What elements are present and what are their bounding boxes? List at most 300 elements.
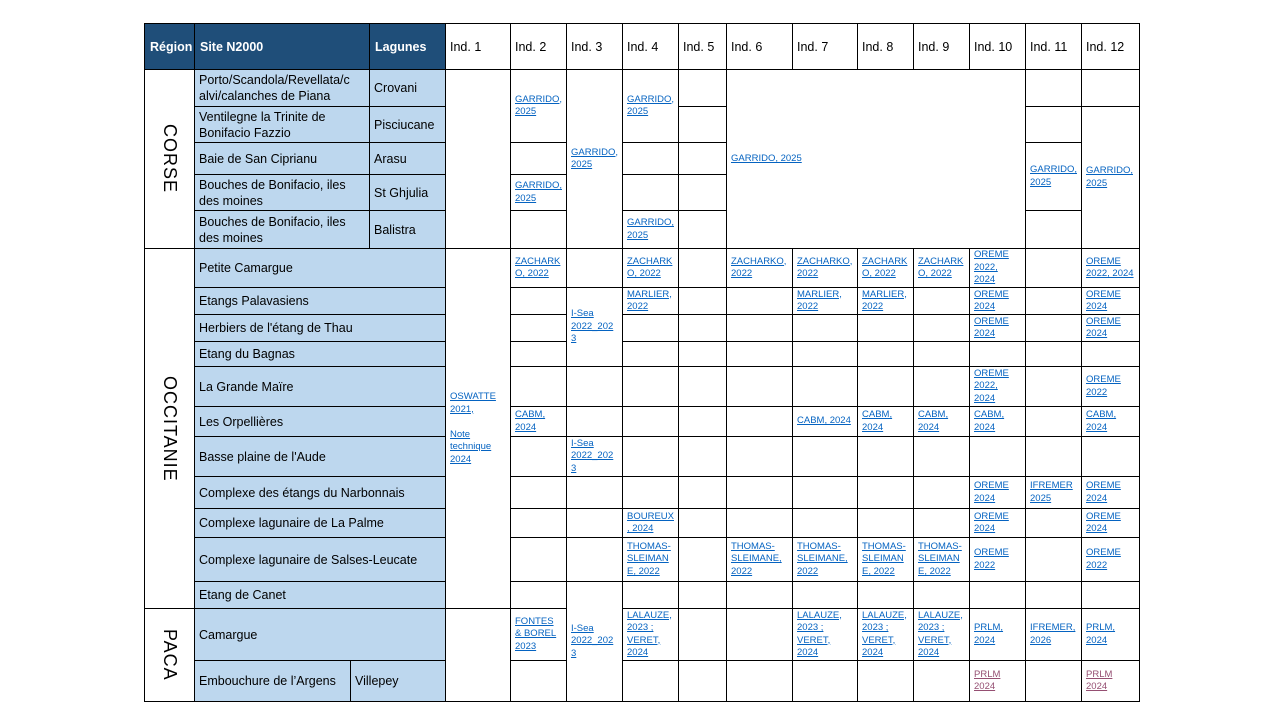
ref-marlier-ind8[interactable] [857,287,914,315]
empty-cell [857,508,914,538]
ref-oreme-ind10-f[interactable] [969,508,1026,538]
region-corse [144,69,195,249]
lagune-pisciucane-text: Pisciucane [374,117,435,132]
empty-cell [1025,537,1082,582]
empty-cell [678,406,727,437]
header-ind-2-text: Ind. 2 [515,39,547,54]
ref-oreme-ind12-g-text[interactable]: OREME 2022 [1086,547,1121,571]
header-ind-10 [969,23,1026,70]
ref-prlm-ind10-b-text[interactable]: PRLM 2024 [974,668,1001,692]
site-aude [194,436,446,477]
site-grande_maire [194,366,446,407]
empty-cell [1025,436,1082,477]
ref-marlier-ind4-text[interactable]: MARLIER, 2022 [627,288,672,312]
lagune-balistra-text: Balistra [374,222,416,237]
ref-oreme-ind12-e-text[interactable]: OREME 2024 [1086,480,1121,504]
empty-cell [510,436,567,477]
ref-zacharko-ind8[interactable] [857,248,914,288]
ref-lalauze-ind7-text[interactable]: LALAUZE, 2023 ; VERET, 2024 [797,609,842,658]
empty-cell [622,406,679,437]
empty-cell [969,581,1026,609]
ref-oreme-ind12-c-text[interactable]: OREME 2024 [1086,315,1121,339]
empty-cell [857,341,914,367]
header-ind-11-text: Ind. 11 [1030,39,1068,54]
ref-garrido-ind2-a-text[interactable]: GARRIDO, 2025 [515,93,562,117]
empty-cell [510,581,567,609]
ref-lalauze-ind9[interactable] [913,608,970,661]
empty-cell [792,508,858,538]
empty-cell [622,366,679,407]
site-salses-text: Complexe lagunaire de Salses-Leucate [199,552,418,567]
ref-cabm-ind7[interactable] [792,406,858,437]
header-ind-7 [792,23,858,70]
header-ind-3-text: Ind. 3 [571,39,603,54]
ref-oreme-ind12-e[interactable] [1081,476,1140,509]
site-palme-text: Complexe lagunaire de La Palme [199,516,384,530]
site-bonifacio1 [194,174,370,211]
empty-cell [1081,436,1140,477]
empty-cell [913,508,970,538]
empty-cell [622,476,679,509]
site-ciprianu [194,142,370,175]
empty-cell [913,341,970,367]
ref-garrido-ind2-b[interactable] [510,174,567,211]
site-canet [194,581,446,609]
empty-cell [678,608,727,661]
ref-garrido-ind4-b[interactable] [622,210,679,249]
ref-oreme-ind12-b[interactable] [1081,287,1140,315]
empty-cell [792,436,858,477]
empty-cell [726,314,793,342]
ref-lalauze-ind4-text[interactable]: LALAUZE, 2023 ; VERET, 2024 [627,609,672,658]
ref-ifremer-ind11-a-text[interactable]: IFREMER 2025 [1030,480,1073,504]
ref-garrido-ind3[interactable] [566,69,623,249]
ref-isea-ind3-b-text[interactable]: I-Sea 2022_2023 [571,437,614,474]
region-label: CORSE [160,124,180,194]
ref-zacharko-ind4[interactable] [622,248,679,288]
ref-oswatte-text[interactable]: OSWATTE 2021, Note technique 2024 [450,391,496,465]
header-ind-5-text: Ind. 5 [683,39,715,54]
ref-garrido-ind12[interactable] [1081,106,1140,249]
empty-cell [622,314,679,342]
lagune-arasu [369,142,446,175]
ref-fontes-ind2[interactable] [510,608,567,661]
empty-cell [1025,341,1082,367]
empty-cell [726,608,793,661]
ref-oreme-ind10-c[interactable] [969,314,1026,342]
ref-zacharko-ind2-text[interactable]: ZACHARKO, 2022 [515,255,561,279]
ref-cabm-ind2-text[interactable]: CABM, 2024 [515,409,546,433]
empty-cell [792,341,858,367]
ref-garrido-ind12-text[interactable]: GARRIDO, 2025 [1086,165,1133,189]
empty-cell [678,366,727,407]
ref-isea-ind3-a[interactable] [566,287,623,367]
site-orpellieres [194,406,446,437]
empty-cell [566,476,623,509]
region-paca [144,608,195,702]
empty-cell [726,660,793,702]
ref-fontes-ind2-text[interactable]: FONTES & BOREL 2023 [515,615,557,652]
empty-cell [678,476,727,509]
ref-oreme-ind10-e[interactable] [969,476,1026,509]
ref-oreme-ind10-a-text[interactable]: OREME 2022, 2024 [974,249,1009,286]
empty-cell [726,436,793,477]
empty-cell [913,581,970,609]
site-palme [194,508,446,538]
ref-cabm-ind8[interactable] [857,406,914,437]
empty-cell [1025,314,1082,342]
empty-cell [1025,660,1082,702]
header-ind-8-text: Ind. 8 [862,39,894,54]
empty-cell [913,436,970,477]
empty-cell [857,476,914,509]
header-ind-8 [857,23,914,70]
header-ind-1 [445,23,511,70]
lagune-villepey [350,660,446,702]
empty-cell [1025,248,1082,288]
ref-thomas-ind6[interactable] [726,537,793,582]
site-camargue [194,608,446,661]
ref-thomas-ind9-text[interactable]: THOMAS-SLEIMANE, 2022 [918,540,962,577]
empty-cell [913,660,970,702]
ref-prlm-ind10-b[interactable] [969,660,1026,702]
empty-cell [1025,287,1082,315]
header-ind-12 [1081,23,1140,70]
empty-cell [913,366,970,407]
lagune-ghjulia [369,174,446,211]
site-salses [194,537,446,582]
ref-zacharko-ind2[interactable] [510,248,567,288]
ref-marlier-ind8-text[interactable]: MARLIER, 2022 [862,288,907,312]
empty-cell [857,436,914,477]
empty-cell [678,106,727,143]
lagune-crovani [369,69,446,107]
empty-cell [622,174,679,211]
ref-oreme-ind10-d-text[interactable]: OREME 2022, 2024 [974,367,1009,404]
empty-cell [510,508,567,538]
ref-oreme-ind12-d[interactable] [1081,366,1140,407]
site-ciprianu-text: Baie de San Ciprianu [199,151,318,166]
ref-oreme-ind10-d[interactable] [969,366,1026,407]
empty-cell [566,366,623,407]
empty-cell [678,341,727,367]
empty-cell [1025,210,1082,249]
lagune-pisciucane [369,106,446,143]
ref-isea-ind3-c[interactable] [566,581,623,702]
header-site [194,23,370,70]
site-narbonnais-text: Complexe des étangs du Narbonnais [199,485,405,500]
header-lagunes-text: Lagunes [375,39,427,54]
ref-ifremer-ind11-a[interactable] [1025,476,1082,509]
site-bonifacio2 [194,210,370,249]
lagune-villepey-text: Villepey [355,674,399,688]
ref-prlm-ind10[interactable] [969,608,1026,661]
ref-oreme-ind12-b-text[interactable]: OREME 2024 [1086,288,1121,312]
header-ind-4 [622,23,679,70]
empty-cell [726,287,793,315]
ref-isea-ind3-a-text[interactable]: I-Sea 2022_2023 [571,308,614,345]
empty-cell [678,248,727,288]
site-bagnas-text: Etang du Bagnas [199,347,295,361]
empty-cell [726,366,793,407]
empty-cell [726,476,793,509]
ref-oreme-ind10-b[interactable] [969,287,1026,315]
header-ind-10-text: Ind. 10 [974,39,1013,54]
ref-prlm-ind12[interactable] [1081,608,1140,661]
empty-cell [1025,508,1082,538]
empty-cell [678,537,727,582]
empty-cell [913,476,970,509]
empty-cell [857,366,914,407]
ref-cabm-ind12-text[interactable]: CABM, 2024 [1086,409,1117,433]
empty-cell [678,210,727,249]
ref-ifremer-ind11-b-text[interactable]: IFREMER, 2026 [1030,622,1076,646]
empty-cell [913,314,970,342]
empty-cell [566,248,623,288]
ref-garrido-ind4-a-text[interactable]: GARRIDO, 2025 [627,93,674,117]
empty-cell [678,581,727,609]
site-canet-text: Etang de Canet [199,588,286,602]
ref-oswatte[interactable] [445,248,511,609]
ref-garrido-ind6-10-text[interactable]: GARRIDO, 2025 [731,152,802,164]
site-aude-text: Basse plaine de l'Aude [199,449,326,464]
ref-lalauze-ind9-text[interactable]: LALAUZE, 2023 ; VERET, 2024 [918,609,963,658]
empty-cell [445,69,511,249]
site-palavasiens-text: Etangs Palavasiens [199,294,309,308]
ref-zacharko-ind6[interactable] [726,248,793,288]
ref-prlm-ind12-text[interactable]: PRLM, 2024 [1086,622,1116,646]
empty-cell [726,406,793,437]
ref-zacharko-ind9[interactable] [913,248,970,288]
lagune-balistra [369,210,446,249]
ref-zacharko-ind4-text[interactable]: ZACHARKO, 2022 [627,255,673,279]
empty-cell [792,366,858,407]
empty-cell [678,174,727,211]
ref-garrido-ind11-text[interactable]: GARRIDO, 2025 [1030,164,1077,188]
site-porto-text: Porto/Scandola/Revellata/c alvi/calanches de Piana [199,73,350,103]
ref-zacharko-ind7-text[interactable]: ZACHARKO, 2022 [797,255,853,279]
ref-cabm-ind10[interactable] [969,406,1026,437]
empty-cell [792,660,858,702]
ref-zacharko-ind9-text[interactable]: ZACHARKO, 2022 [918,255,964,279]
ref-oreme-ind10-b-text[interactable]: OREME 2024 [974,288,1009,312]
site-ventilegne-text: Ventilegne la Trinite de Bonifacio Fazzio [199,109,326,140]
empty-cell [566,406,623,437]
empty-cell [622,341,679,367]
header-ind-6 [726,23,793,70]
empty-cell [792,581,858,609]
header-ind-6-text: Ind. 6 [731,39,763,54]
empty-cell [622,142,679,175]
header-region-text: Région [150,39,193,54]
lagune-crovani-text: Crovani [374,81,418,95]
empty-cell [969,436,1026,477]
empty-cell [678,287,727,315]
empty-cell [1025,406,1082,437]
ref-marlier-ind4[interactable] [622,287,679,315]
ref-lalauze-ind7[interactable] [792,608,858,661]
site-narbonnais [194,476,446,509]
region-label: OCCITANIE [160,375,180,482]
empty-cell [1081,69,1140,107]
ref-oreme-ind12-d-text[interactable]: OREME 2022 [1086,374,1121,398]
empty-cell [726,508,793,538]
ref-lalauze-ind8-text[interactable]: LALAUZE, 2023 ; VERET, 2024 [862,609,907,658]
ref-garrido-ind6-10[interactable] [726,69,1026,249]
header-lagunes [369,23,446,70]
ref-prlm-ind12-b-text[interactable]: PRLM 2024 [1086,668,1113,692]
ref-zacharko-ind8-text[interactable]: ZACHARKO, 2022 [862,255,908,279]
ref-thomas-ind8-text[interactable]: THOMAS-SLEIMANE, 2022 [862,540,906,577]
ref-thomas-ind4-text[interactable]: THOMAS-SLEIMANE, 2022 [627,540,671,577]
site-argens-text: Embouchure de l’Argens [199,674,336,688]
empty-cell [1025,106,1082,143]
header-ind-12-text: Ind. 12 [1086,39,1125,54]
empty-cell [622,436,679,477]
ref-thomas-ind8[interactable] [857,537,914,582]
empty-cell [792,314,858,342]
ref-cabm-ind8-text[interactable]: CABM, 2024 [862,409,893,433]
empty-cell [678,436,727,477]
ref-thomas-ind6-text[interactable]: THOMAS-SLEIMANE, 2022 [731,540,782,577]
ref-garrido-ind4-b-text[interactable]: GARRIDO, 2025 [627,217,674,241]
ref-oreme-ind12-a-text[interactable]: OREME 2022, 2024 [1086,255,1134,279]
ref-cabm-ind9[interactable] [913,406,970,437]
ref-garrido-ind2-b-text[interactable]: GARRIDO, 2025 [515,180,562,204]
header-ind-9 [913,23,970,70]
ref-garrido-ind11[interactable] [1025,142,1082,211]
ref-garrido-ind2-a[interactable] [510,69,567,143]
ref-isea-ind3-c-text[interactable]: I-Sea 2022_2023 [571,622,614,659]
site-bonifacio1-text: Bouches de Bonifacio, iles des moines [199,177,346,208]
ref-thomas-ind9[interactable] [913,537,970,582]
ref-boureux-ind4-text[interactable]: BOUREUX, 2024 [627,510,674,534]
empty-cell [510,287,567,315]
empty-cell [678,508,727,538]
ref-thomas-ind7-text[interactable]: THOMAS-SLEIMANE, 2022 [797,540,848,577]
empty-cell [510,210,567,249]
empty-cell [1081,581,1140,609]
region-label: PACA [160,629,180,681]
site-porto [194,69,370,107]
ref-oreme-ind10-f-text[interactable]: OREME 2024 [974,510,1009,534]
empty-cell [913,287,970,315]
empty-cell [857,581,914,609]
header-ind-11 [1025,23,1082,70]
site-bagnas [194,341,446,367]
site-bonifacio2-text: Bouches de Bonifacio, iles des moines [199,214,346,245]
ref-oreme-ind12-c[interactable] [1081,314,1140,342]
empty-cell [726,581,793,609]
empty-cell [510,366,567,407]
ref-oreme-ind12-g[interactable] [1081,537,1140,582]
site-grande_maire-text: La Grande Maïre [199,379,294,394]
ref-garrido-ind4-a[interactable] [622,69,679,143]
ref-oreme-ind12-f[interactable] [1081,508,1140,538]
header-ind-7-text: Ind. 7 [797,39,829,54]
empty-cell [622,581,679,609]
ref-prlm-ind12-b[interactable] [1081,660,1140,702]
ref-cabm-ind12[interactable] [1081,406,1140,437]
ref-marlier-ind7-text[interactable]: MARLIER, 2022 [797,288,842,312]
site-thau-text: Herbiers de l'étang de Thau [199,321,353,335]
ref-oreme-ind10-c-text[interactable]: OREME 2024 [974,315,1009,339]
empty-cell [445,608,511,702]
ref-lalauze-ind8[interactable] [857,608,914,661]
empty-cell [510,660,567,702]
header-ind-3 [566,23,623,70]
empty-cell [969,341,1026,367]
ref-thomas-ind7[interactable] [792,537,858,582]
empty-cell [678,142,727,175]
ref-boureux-ind4[interactable] [622,508,679,538]
empty-cell [566,537,623,582]
empty-cell [622,660,679,702]
header-ind-2 [510,23,567,70]
empty-cell [857,314,914,342]
site-camargue-text: Camargue [199,627,258,642]
region-occitanie [144,248,195,609]
site-ventilegne [194,106,370,143]
header-ind-1-text: Ind. 1 [450,39,482,54]
header-ind-4-text: Ind. 4 [627,39,659,54]
empty-cell [792,476,858,509]
ref-oreme-ind10-a[interactable] [969,248,1026,288]
header-region [144,23,195,70]
ref-lalauze-ind4[interactable] [622,608,679,661]
header-ind-9-text: Ind. 9 [918,39,950,54]
ref-cabm-ind7-text[interactable]: CABM, 2024 [797,415,851,427]
empty-cell [510,476,567,509]
ref-cabm-ind10-text[interactable]: CABM, 2024 [974,409,1005,433]
empty-cell [566,508,623,538]
ref-garrido-ind3-text[interactable]: GARRIDO, 2025 [571,146,618,170]
empty-cell [510,142,567,175]
empty-cell [1081,341,1140,367]
ref-zacharko-ind6-text[interactable]: ZACHARKO, 2022 [731,255,787,279]
ref-cabm-ind9-text[interactable]: CABM, 2024 [918,409,949,433]
ref-cabm-ind2[interactable] [510,406,567,437]
header-site-text: Site N2000 [200,39,264,54]
site-petite_camargue [194,248,446,288]
lagune-arasu-text: Arasu [374,151,407,166]
site-thau [194,314,446,342]
empty-cell [678,314,727,342]
empty-cell [726,341,793,367]
ref-oreme-ind12-f-text[interactable]: OREME 2024 [1086,510,1121,534]
ref-prlm-ind10-text[interactable]: PRLM, 2024 [974,622,1004,646]
lagune-ghjulia-text: St Ghjulia [374,185,429,200]
empty-cell [1025,581,1082,609]
site-argens [194,660,351,702]
ref-marlier-ind7[interactable] [792,287,858,315]
ref-thomas-ind4[interactable] [622,537,679,582]
empty-cell [678,69,727,107]
ref-isea-ind3-b[interactable] [566,436,623,477]
ref-zacharko-ind7[interactable] [792,248,858,288]
empty-cell [678,660,727,702]
ref-oreme-ind10-e-text[interactable]: OREME 2024 [974,480,1009,504]
ref-ifremer-ind11-b[interactable] [1025,608,1082,661]
empty-cell [510,314,567,342]
empty-cell [857,660,914,702]
ref-oreme-ind12-a[interactable] [1081,248,1140,288]
site-palavasiens [194,287,446,315]
ref-oreme-ind10-g-text[interactable]: OREME 2022 [974,547,1009,571]
site-petite_camargue-text: Petite Camargue [199,261,293,275]
ref-oreme-ind10-g[interactable] [969,537,1026,582]
site-orpellieres-text: Les Orpellières [199,414,284,429]
